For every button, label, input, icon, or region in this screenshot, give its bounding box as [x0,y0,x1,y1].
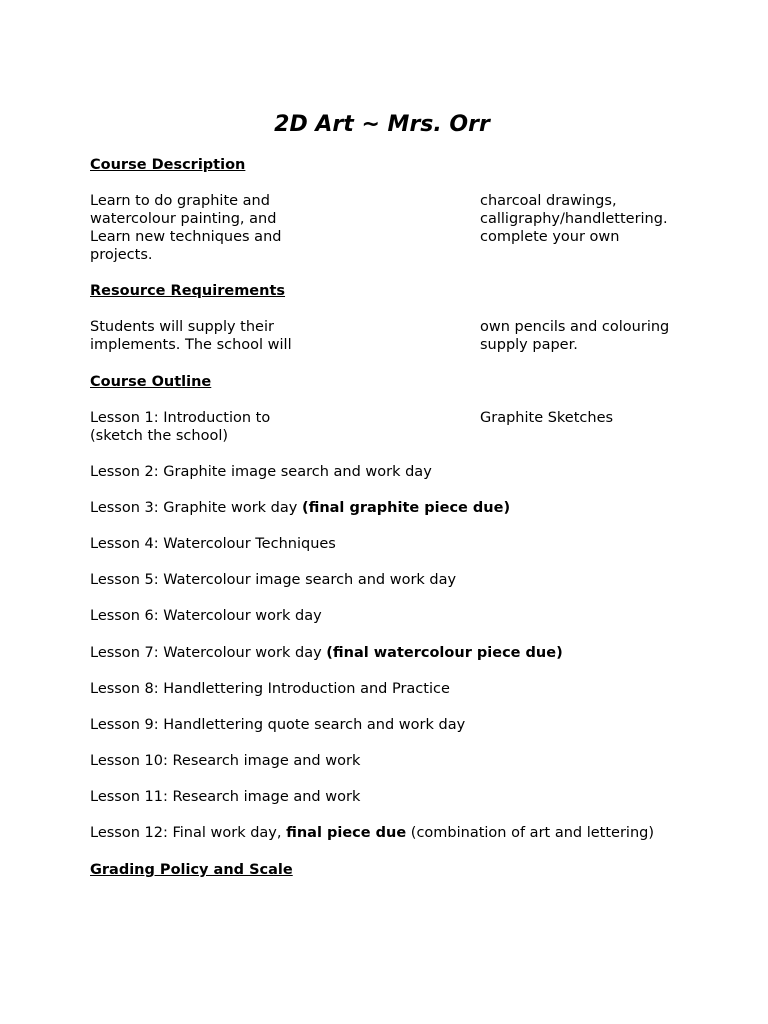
text-line: watercolour painting, and [90,211,277,227]
lesson-item: Lesson 2: Graphite image search and work day [90,464,432,480]
text-line: Students will supply their [90,319,274,335]
lesson-item: Lesson 5: Watercolour image search and work day [90,572,457,588]
resource-requirements-heading: Resource Requirements [90,283,286,299]
lesson-item: Lesson 12: Final work day, final piece due (combination of art and lettering) [90,825,654,841]
lesson-item: Lesson 8: Handlettering Introduction and Practice [90,681,450,697]
lesson-1-right [480,409,690,427]
text-line: own pencils and colouring [480,319,670,335]
lesson-item: Lesson 4: Watercolour Techniques [90,536,336,552]
document-title: 2D Art ~ Mrs. Orr [274,112,490,137]
course-description-heading: Course Description [90,157,246,173]
text-line: supply paper. [480,337,578,353]
course-description-right [480,192,690,246]
text-line: Learn to do graphite and [90,193,270,209]
text-line: Learn new techniques and [90,229,282,245]
text-line: calligraphy/handlettering. [480,211,668,227]
resource-requirements-left [90,318,480,354]
text-line: implements. The school will [90,337,292,353]
text-line: Lesson 1: Introduction to [90,410,271,426]
lesson-1-left [90,409,480,445]
text-line: charcoal drawings, [480,193,617,209]
text-line: complete your own [480,229,620,245]
text-line: Graphite Sketches [480,410,614,426]
course-description-left [90,192,480,264]
resource-requirements-right [480,318,690,354]
text-line: projects. [90,247,153,263]
lesson-item: Lesson 3: Graphite work day (final graphite piece due) [90,500,511,516]
text-line: (sketch the school) [90,428,229,444]
course-outline-heading: Course Outline [90,374,212,390]
lesson-item: Lesson 9: Handlettering quote search and work day [90,717,466,733]
lesson-item: Lesson 10: Research image and work [90,753,361,769]
grading-policy-heading: Grading Policy and Scale [90,862,293,878]
lesson-item: Lesson 6: Watercolour work day [90,608,322,624]
lesson-item: Lesson 7: Watercolour work day (final watercolour piece due) [90,645,563,661]
lesson-item: Lesson 11: Research image and work [90,789,361,805]
